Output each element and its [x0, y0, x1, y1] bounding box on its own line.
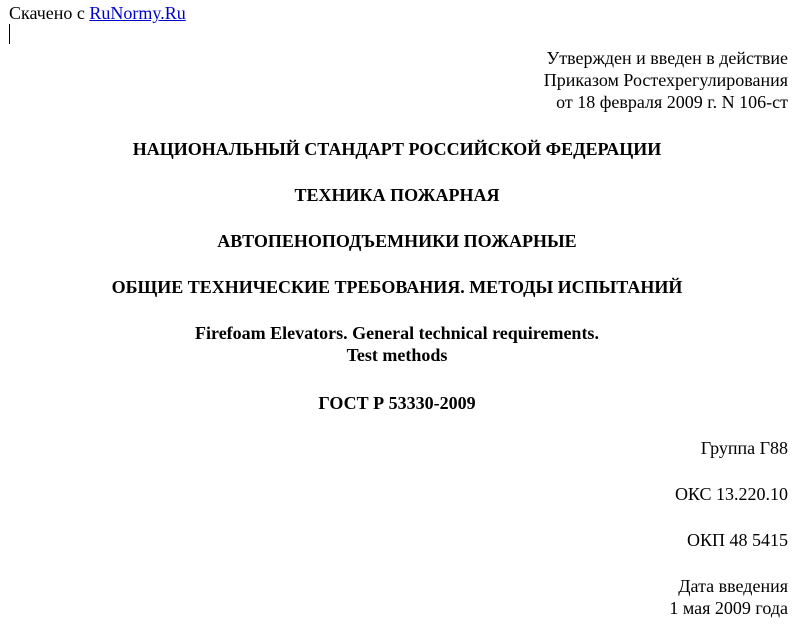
okp-label: ОКП 48 5415: [686, 530, 788, 550]
source-prefix: Скачено с: [9, 3, 85, 23]
source-link[interactable]: RuNormy.Ru: [89, 3, 186, 23]
category-title: ТЕХНИКА ПОЖАРНАЯ: [294, 185, 500, 205]
approval-line-1: Утвержден и введен в действие: [546, 48, 788, 68]
english-title-line-2: Test methods: [346, 345, 448, 365]
introduction-date-label: Дата введения: [678, 576, 788, 596]
english-title: [0, 322, 794, 366]
introduction-date-value: 1 мая 2009 года: [669, 598, 788, 618]
national-standard-title: НАЦИОНАЛЬНЫЙ СТАНДАРТ РОССИЙСКОЙ ФЕДЕРАЦИИ: [132, 139, 662, 159]
approval-line-2: Приказом Ростехрегулирования: [543, 70, 788, 90]
subject-title: АВТОПЕНОПОДЪЕМНИКИ ПОЖАРНЫЕ: [217, 231, 577, 251]
english-title-line-1: Firefoam Elevators. General technical requirements.: [195, 323, 599, 343]
oks-label: ОКС 13.220.10: [674, 484, 788, 504]
text-cursor: [9, 24, 10, 44]
approval-block: [544, 47, 788, 113]
source-line: [9, 3, 186, 23]
introduction-date-block: [669, 575, 788, 619]
approval-line-3: от 18 февраля 2009 г. N 106-ст: [556, 92, 788, 112]
group-label: Группа Г88: [700, 438, 788, 458]
standard-code: ГОСТ Р 53330-2009: [318, 393, 476, 413]
scope-title: ОБЩИЕ ТЕХНИЧЕСКИЕ ТРЕБОВАНИЯ. МЕТОДЫ ИСПЫТАНИЙ: [111, 277, 683, 297]
